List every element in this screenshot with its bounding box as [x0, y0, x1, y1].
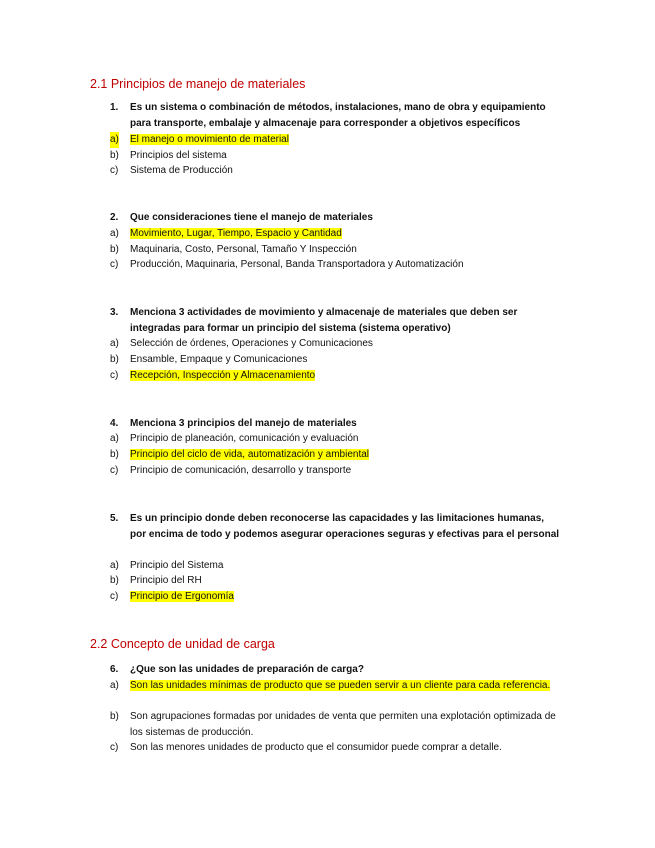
question-text: Menciona 3 principios del manejo de materiales — [130, 418, 357, 429]
option-1c — [110, 163, 560, 179]
option-6a — [110, 678, 560, 694]
option-2a — [110, 226, 560, 242]
option-letter: b) — [110, 244, 119, 255]
option-letter: a) — [110, 132, 119, 148]
option-text: Principio del RH — [130, 575, 202, 586]
question-text: Que consideraciones tiene el manejo de materiales — [130, 212, 373, 223]
question-text: ¿Que son las unidades de preparación de carga? — [130, 664, 364, 675]
option-letter: b) — [110, 150, 119, 161]
option-letter: a) — [110, 228, 119, 239]
option-letter: b) — [110, 575, 119, 586]
option-text-highlighted: Recepción, Inspección y Almacenamiento — [130, 370, 316, 381]
option-letter: c) — [110, 465, 119, 476]
option-5a — [110, 558, 560, 574]
option-4a — [110, 431, 560, 447]
option-text: Selección de órdenes, Operaciones y Comunicaciones — [130, 338, 373, 349]
option-letter: c) — [110, 165, 119, 176]
question-5 — [110, 511, 560, 543]
option-text: Ensamble, Empaque y Comunicaciones — [130, 354, 308, 365]
section-title-2-1: 2.1 Principios de manejo de materiales — [90, 77, 306, 91]
question-1 — [110, 100, 560, 132]
option-3c — [110, 368, 560, 384]
option-2c — [110, 257, 560, 273]
option-letter: c) — [110, 370, 119, 381]
option-4c — [110, 463, 560, 479]
option-text: Principios del sistema — [130, 150, 227, 161]
question-4 — [110, 416, 560, 432]
option-letter: b) — [110, 711, 119, 722]
option-letter: b) — [110, 354, 119, 365]
question-number: 3. — [110, 307, 119, 318]
question-number: 5. — [110, 513, 119, 524]
option-letter: a) — [110, 338, 119, 349]
option-3a — [110, 336, 560, 352]
question-text: Es un sistema o combinación de métodos, instalaciones, mano de obra y equipamiento para transporte, embalaje y almacenaje para corresponder a objetivos específicos — [130, 102, 546, 129]
option-text-highlighted: Principio del ciclo de vida, automatización y ambiental — [130, 449, 370, 460]
section-title-2-2: 2.2 Concepto de unidad de carga — [90, 637, 275, 651]
question-2 — [110, 210, 560, 226]
option-6c — [110, 740, 560, 756]
option-4b — [110, 447, 560, 463]
option-text: Son las menores unidades de producto que el consumidor puede comprar a detalle. — [130, 742, 502, 753]
option-text-highlighted: Principio de Ergonomía — [130, 591, 234, 602]
option-text: Maquinaria, Costo, Personal, Tamaño Y Inspección — [130, 244, 357, 255]
question-6 — [110, 662, 560, 678]
option-2b — [110, 242, 560, 258]
option-text: Son agrupaciones formadas por unidades de venta que permiten una explotación optimizada de los sistemas de producción. — [130, 711, 556, 738]
question-number: 4. — [110, 418, 119, 429]
question-number: 1. — [110, 102, 119, 113]
option-letter: a) — [110, 433, 119, 444]
option-5c — [110, 589, 560, 605]
option-1b — [110, 148, 560, 164]
option-letter: c) — [110, 259, 119, 270]
option-text-highlighted: Son las unidades mínimas de producto que se pueden servir a un cliente para cada referencia. — [130, 680, 551, 691]
question-number: 6. — [110, 664, 119, 675]
option-text: Sistema de Producción — [130, 165, 233, 176]
option-text-highlighted: El manejo o movimiento de material — [130, 134, 289, 145]
option-text-highlighted: Movimiento, Lugar, Tiempo, Espacio y Cantidad — [130, 228, 342, 239]
option-text: Principio de comunicación, desarrollo y transporte — [130, 465, 352, 476]
option-3b — [110, 352, 560, 368]
question-text: Es un principio donde deben reconocerse las capacidades y las limitaciones humanas, por encima de todo y podemos asegurar operaciones seguras y efectivas para el personal — [130, 513, 560, 540]
option-6b — [110, 709, 560, 741]
question-3 — [110, 305, 560, 337]
option-text: Producción, Maquinaria, Personal, Banda Transportadora y Automatización — [130, 259, 464, 270]
option-text: Principio del Sistema — [130, 560, 224, 571]
option-letter: a) — [110, 680, 119, 691]
option-5b — [110, 573, 560, 589]
option-letter: c) — [110, 591, 119, 602]
option-letter: b) — [110, 449, 119, 460]
option-text: Principio de planeación, comunicación y evaluación — [130, 433, 359, 444]
question-number: 2. — [110, 212, 119, 223]
option-letter: c) — [110, 742, 119, 753]
option-1a — [110, 132, 560, 148]
question-text: Menciona 3 actividades de movimiento y almacenaje de materiales que deben ser integradas para formar un principio del sistema (sistema operativo) — [130, 307, 518, 334]
option-letter: a) — [110, 560, 119, 571]
